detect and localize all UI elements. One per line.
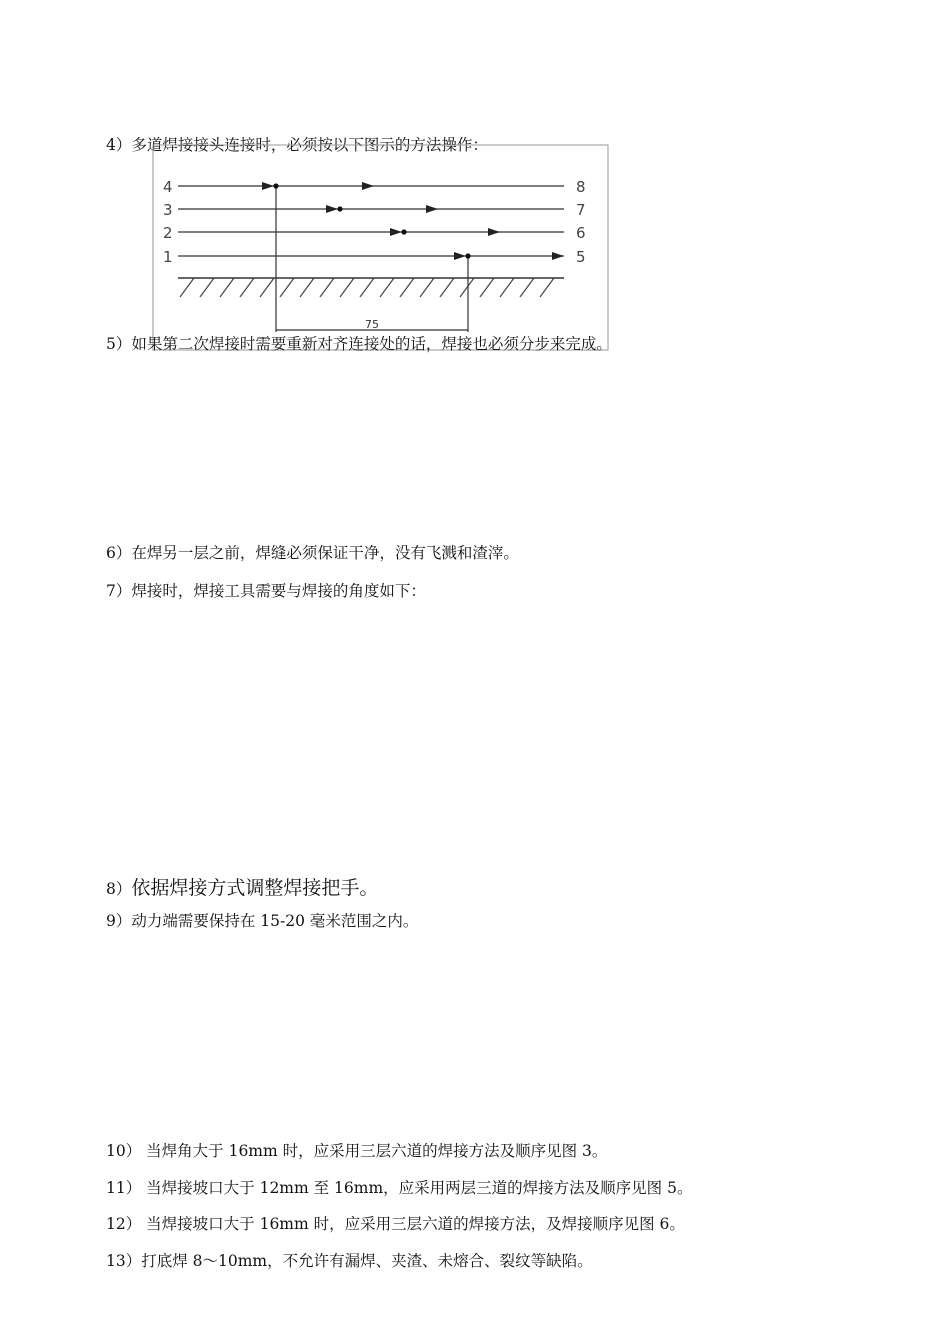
paragraph-7: 7）焊接时，焊接工具需要与焊接的角度如下： bbox=[106, 582, 426, 600]
pass-label-5: 5 bbox=[576, 248, 586, 266]
pass-label-6: 6 bbox=[576, 224, 586, 242]
paragraph-4: 4）多道焊接接头连接时，必须按以下图示的方法操作： bbox=[106, 136, 488, 154]
arrow-icon bbox=[552, 252, 564, 260]
diagram-frame bbox=[153, 145, 608, 350]
joint-point-icon bbox=[465, 253, 470, 258]
pass-label-3: 3 bbox=[163, 201, 173, 219]
arrow-icon bbox=[390, 228, 402, 236]
pass-label-1: 1 bbox=[163, 248, 173, 266]
paragraph-9: 9）动力端需要保持在 15-20 毫米范围之内。 bbox=[106, 912, 419, 930]
pass-label-2: 2 bbox=[163, 224, 173, 242]
arrow-icon bbox=[454, 252, 466, 260]
paragraph-8 bbox=[106, 878, 378, 899]
arrow-icon bbox=[488, 228, 500, 236]
pass-label-4: 4 bbox=[163, 178, 173, 196]
dimension-label: 75 bbox=[365, 318, 379, 331]
joint-point-icon bbox=[273, 183, 278, 188]
paragraph-12: 12） 当焊接坡口大于 16mm 时，应采用三层六道的焊接方法，及焊接顺序见图 6。 bbox=[106, 1215, 685, 1233]
pass-label-8: 8 bbox=[576, 178, 586, 196]
pass-label-7: 7 bbox=[576, 201, 586, 219]
arrow-icon bbox=[362, 182, 374, 190]
paragraph-13: 13）打底焊 8～10mm，不允许有漏焊、夹渣、未熔合、裂纹等缺陷。 bbox=[106, 1252, 593, 1270]
paragraph-5: 5）如果第二次焊接时需要重新对齐连接处的话，焊接也必须分步来完成。 bbox=[106, 335, 612, 353]
paragraph-6: 6）在焊另一层之前，焊缝必须保证干净，没有飞溅和渣滓。 bbox=[106, 544, 519, 562]
paragraph-8-number: 8） bbox=[106, 880, 132, 898]
base-plate-hatching bbox=[180, 278, 554, 297]
joint-point-icon bbox=[401, 229, 406, 234]
paragraph-11: 11） 当焊接坡口大于 12mm 至 16mm，应采用两层三道的焊接方法及顺序见图 5。 bbox=[106, 1179, 693, 1197]
arrow-icon bbox=[262, 182, 274, 190]
paragraph-8-text: 依据焊接方式调整焊接把手。 bbox=[131, 877, 379, 899]
arrow-icon bbox=[326, 205, 338, 213]
paragraph-10: 10） 当焊角大于 16mm 时，应采用三层六道的焊接方法及顺序见图 3。 bbox=[106, 1142, 608, 1160]
joint-point-icon bbox=[337, 206, 342, 211]
arrow-icon bbox=[426, 205, 438, 213]
multi-pass-weld-joint-diagram bbox=[150, 144, 612, 354]
